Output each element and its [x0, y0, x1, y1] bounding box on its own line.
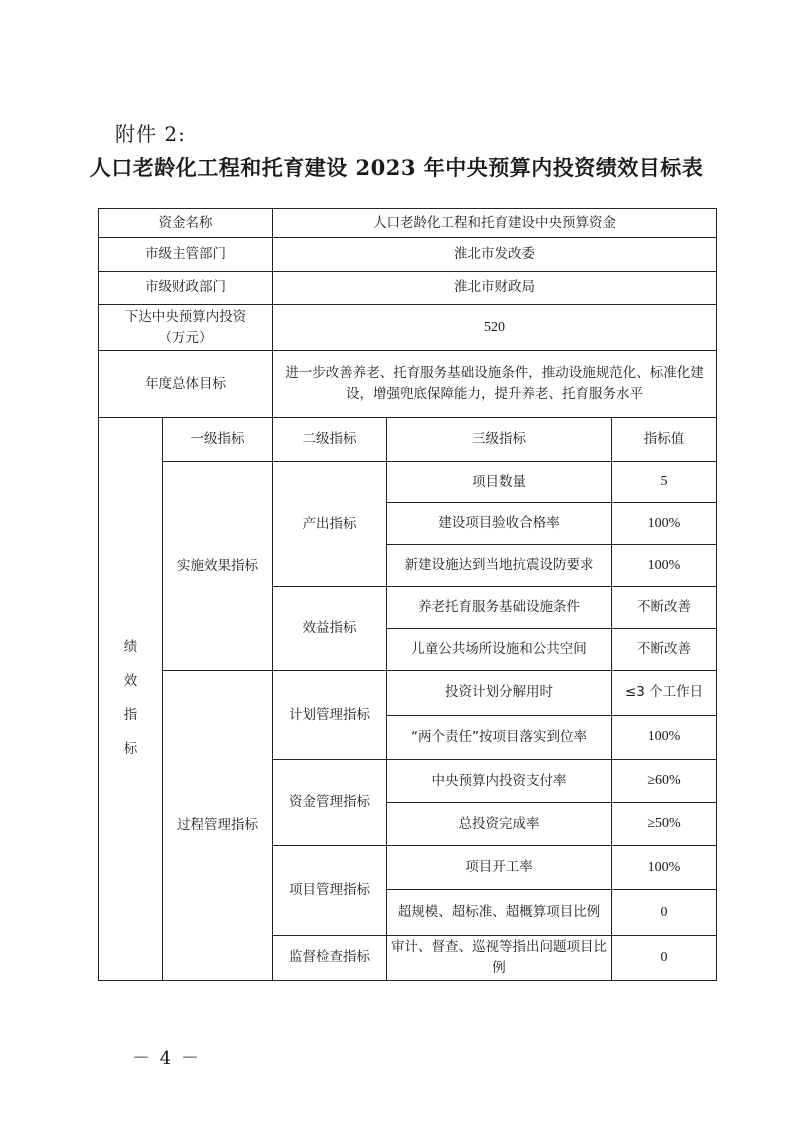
- city-dept-value: 淮北市发改委: [273, 238, 717, 271]
- level3-cell: 项目数量: [387, 462, 612, 502]
- value-cell: 5: [612, 462, 717, 502]
- page-number: － 4 －: [132, 1048, 201, 1069]
- city-dept-row: [99, 238, 717, 271]
- fund-name-row: [99, 209, 717, 238]
- level3-cell: 建设项目验收合格率: [387, 502, 612, 544]
- city-dept-label: 市级主管部门: [99, 238, 273, 271]
- value-cell: ≥60%: [612, 760, 717, 803]
- document-title: 人口老龄化工程和托育建设 2023 年中央预算内投资绩效目标表: [89, 155, 704, 180]
- investment-label-line2: （万元）: [158, 329, 213, 346]
- level1-cell: 过程管理指标: [163, 671, 273, 981]
- value-cell: ≥50%: [612, 803, 717, 845]
- header-level2: 二级指标: [273, 417, 387, 461]
- section-char: 指: [123, 706, 138, 723]
- level2-cell: 监督检查指标: [273, 935, 387, 980]
- investment-label: [99, 304, 273, 350]
- performance-target-table: [98, 208, 717, 981]
- level3-cell: 中央预算内投资支付率: [387, 760, 612, 803]
- section-char: 效: [123, 673, 138, 690]
- level3-cell: 新建设施达到当地抗震设防要求: [387, 545, 612, 587]
- value-cell: 0: [612, 890, 717, 935]
- level3-cell: 项目开工率: [387, 845, 612, 889]
- level3-cell: 总投资完成率: [387, 803, 612, 845]
- value-cell: 100%: [612, 715, 717, 759]
- value-cell: 100%: [612, 845, 717, 889]
- section-label: [99, 417, 163, 980]
- section-char: 标: [123, 740, 138, 757]
- value-cell: 100%: [612, 545, 717, 587]
- investment-row: [99, 304, 717, 350]
- investment-value: 520: [273, 304, 717, 350]
- level2-cell: 资金管理指标: [273, 760, 387, 846]
- level3-cell: 儿童公共场所设施和公共空间: [387, 628, 612, 670]
- level2-cell: 产出指标: [273, 462, 387, 587]
- fund-name-label: 资金名称: [99, 209, 273, 238]
- value-cell: 不断改善: [612, 628, 717, 670]
- annual-goal-row: [99, 351, 717, 418]
- level1-cell: 实施效果指标: [163, 462, 273, 671]
- level3-cell: 审计、督查、巡视等指出问题项目比例: [387, 935, 612, 980]
- header-level1: 一级指标: [163, 417, 273, 461]
- annual-goal-label: 年度总体目标: [99, 351, 273, 418]
- level3-cell: “两个责任”按项目落实到位率: [387, 715, 612, 759]
- fund-name-value: 人口老龄化工程和托育建设中央预算资金: [273, 209, 717, 238]
- header-row: [99, 417, 717, 461]
- level3-cell: 超规模、超标准、超概算项目比例: [387, 890, 612, 935]
- value-cell: 不断改善: [612, 587, 717, 628]
- value-cell: 0: [612, 935, 717, 980]
- value-cell: ≤3 个工作日: [612, 671, 717, 715]
- level3-cell: 投资计划分解用时: [387, 671, 612, 715]
- header-level3: 三级指标: [387, 417, 612, 461]
- finance-dept-value: 淮北市财政局: [273, 271, 717, 304]
- section-char: 绩: [123, 639, 138, 656]
- finance-dept-label: 市级财政部门: [99, 271, 273, 304]
- level2-cell: 计划管理指标: [273, 671, 387, 760]
- annual-goal-value: 进一步改善养老、托育服务基础设施条件，推动设施规范化、标准化建设，增强兜底保障能力，提升养老、托育服务水平: [273, 351, 717, 418]
- level3-cell: 养老托育服务基础设施条件: [387, 587, 612, 628]
- level2-cell: 效益指标: [273, 587, 387, 671]
- table-row: [99, 671, 717, 715]
- value-cell: 100%: [612, 502, 717, 544]
- header-value: 指标值: [612, 417, 717, 461]
- level2-cell: 项目管理指标: [273, 845, 387, 935]
- finance-dept-row: [99, 271, 717, 304]
- table-row: [99, 462, 717, 502]
- investment-label-line1: 下达中央预算内投资: [124, 308, 247, 325]
- attachment-label: 附件 2:: [115, 122, 186, 146]
